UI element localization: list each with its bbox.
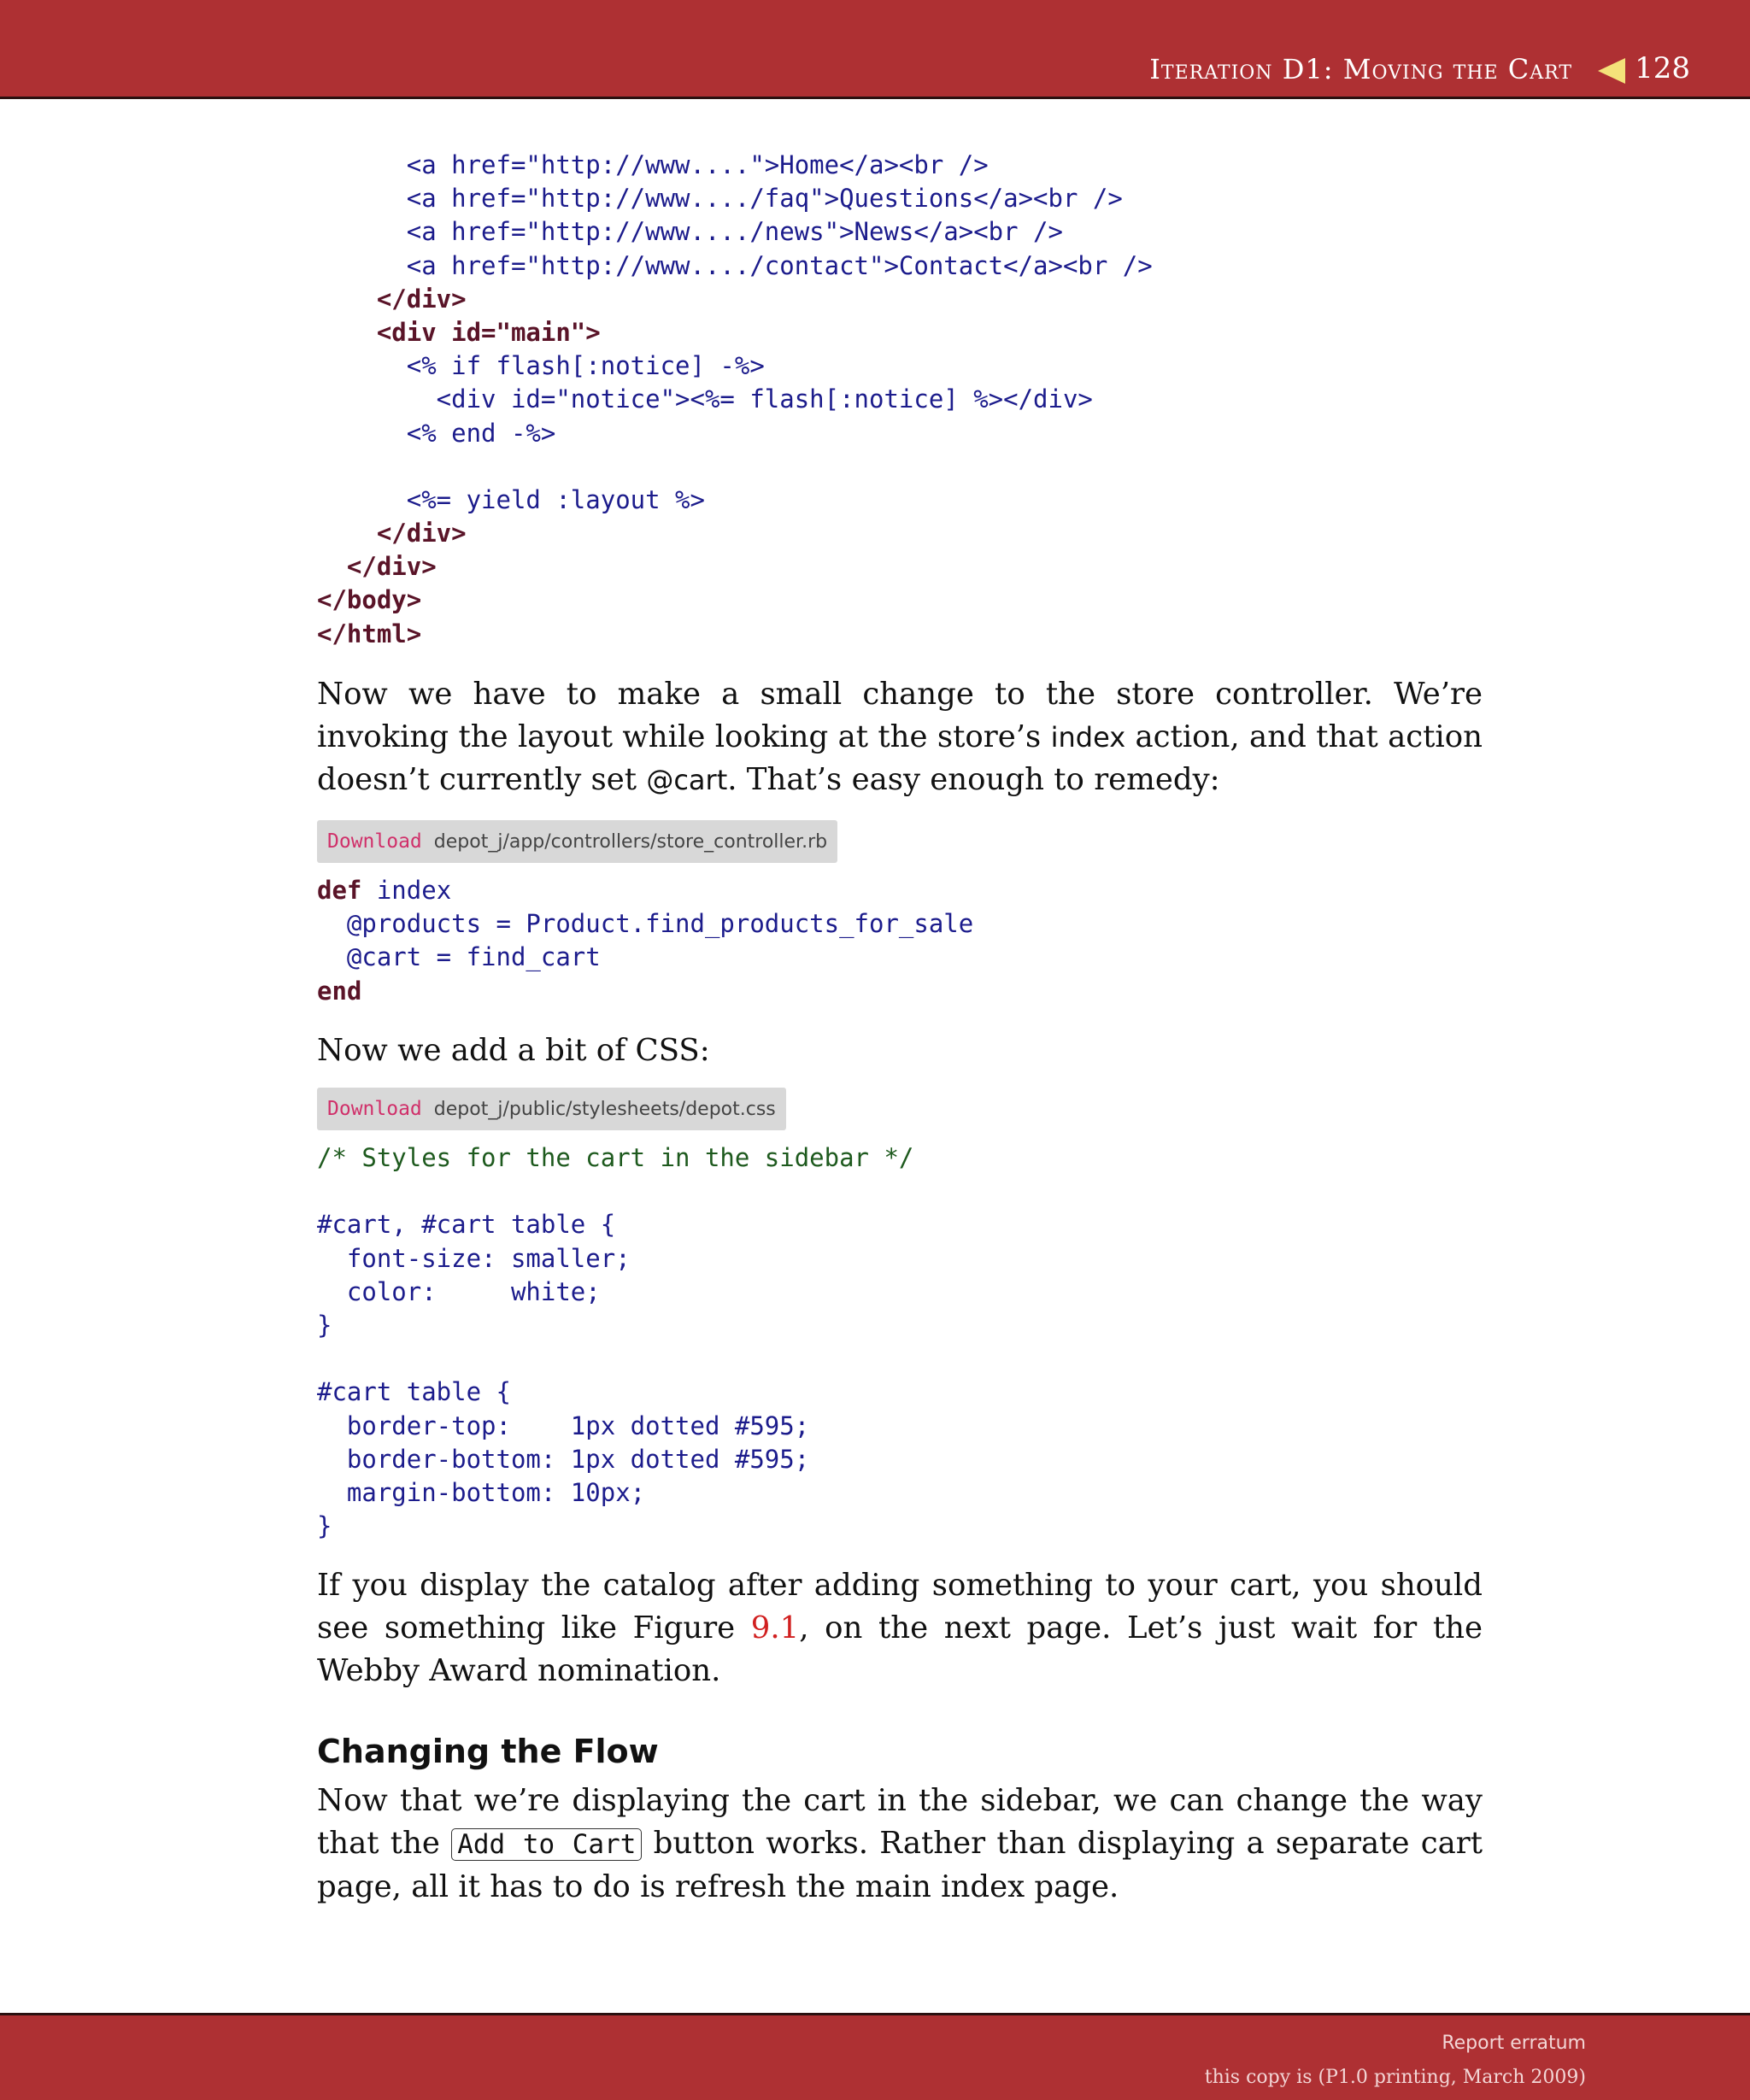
code-line: </div> [317,284,467,314]
chapter-title: Iteration D1: Moving the Cart [1149,53,1572,85]
code-line: margin-bottom: 10px; [317,1477,646,1507]
download-label[interactable]: Download [327,830,422,853]
code-listing-css [317,1141,913,1543]
paragraph-text: Now that we’re displaying the cart in the sidebar, we can change the way that the [317,1783,1483,1861]
paragraph-text: . That’s easy enough to remedy: [727,762,1220,797]
code-line: </div> [317,519,467,548]
paragraph [317,1780,1483,1909]
page-number: 128 [1635,51,1690,85]
inline-term: @cart [646,764,728,796]
paragraph-text: Now we have to make a small change to the store controller. We’re invoking the layout while looking at the store’s [317,677,1483,754]
code-line: #cart table { [317,1377,511,1407]
download-link-bar[interactable] [317,820,837,863]
code-line: <% if flash[:notice] -%> [317,351,765,381]
code-line [317,1342,913,1376]
printing-info: this copy is (P1.0 printing, March 2009) [1204,2067,1586,2088]
paragraph-text: , on the next page. Let’s just wait for the Webby Award nomination. [317,1610,1483,1688]
paragraph-text: button works. Rather than displaying a separate cart page, all it has to do is refresh the main index page. [317,1826,1483,1904]
paragraph [317,1564,1483,1692]
paragraph [317,673,1483,801]
code-listing-layout [317,149,1153,651]
code-line: </html> [317,619,422,648]
code-line: color: white; [317,1276,601,1306]
download-path[interactable]: depot_j/public/stylesheets/depot.css [433,1098,776,1120]
code-line: } [317,1511,332,1541]
code-line [317,450,1153,484]
code-line: </body> [317,585,422,615]
code-line: } [317,1310,332,1340]
figure-reference-link[interactable]: 9.1 [750,1610,800,1645]
paragraph-text: If you display the catalog after adding something to your cart, you should see something like Figure [317,1568,1483,1645]
code-line: <a href="http://www..../news">News</a><br /> [317,217,1063,247]
download-path[interactable]: depot_j/app/controllers/store_controller.rb [433,830,828,853]
inline-term: index [1050,721,1126,754]
download-link-bar[interactable] [317,1088,786,1130]
code-line: </div> [317,552,437,582]
code-line: <div id="notice"><%= flash[:notice] %></div> [317,384,1093,414]
paragraph: Now we add a bit of CSS: [317,1033,710,1068]
code-line: @cart = find_cart [317,942,601,972]
code-line: @products = Product.find_products_for_sale [317,909,974,939]
previous-page-arrow-icon[interactable] [1598,58,1625,84]
code-line: #cart, #cart table { [317,1210,616,1240]
code-line: <a href="http://www..../contact">Contact</a><br /> [317,250,1153,280]
code-line [317,1175,913,1208]
code-line: border-top: 1px dotted #595; [317,1411,810,1440]
page-header [0,0,1750,99]
section-heading: Changing the Flow [317,1733,659,1770]
code-keyword: def [317,876,362,905]
code-comment: /* Styles for the cart in the sidebar */ [317,1143,914,1172]
code-line: <a href="http://www....">Home</a><br /> [317,150,989,179]
code-line: <a href="http://www..../faq">Questions</a><br /> [317,184,1123,214]
code-listing-controller [317,874,973,1008]
page-footer [0,2013,1750,2100]
code-line: <% end -%> [317,418,556,448]
code-line: <%= yield :layout %> [317,484,705,514]
download-label[interactable]: Download [327,1098,422,1120]
code-line: border-bottom: 1px dotted #595; [317,1444,810,1474]
code-line: font-size: smaller; [317,1243,631,1273]
code-line: <div id="main"> [317,317,601,347]
report-erratum-link[interactable]: Report erratum [1442,2033,1586,2054]
paragraph-text: action, and that action doesn’t currently set [317,719,1483,797]
add-to-cart-button-label: Add to Cart [451,1828,642,1861]
code-text: index [361,876,452,905]
code-line: end [317,976,362,1006]
code-line [317,874,973,907]
